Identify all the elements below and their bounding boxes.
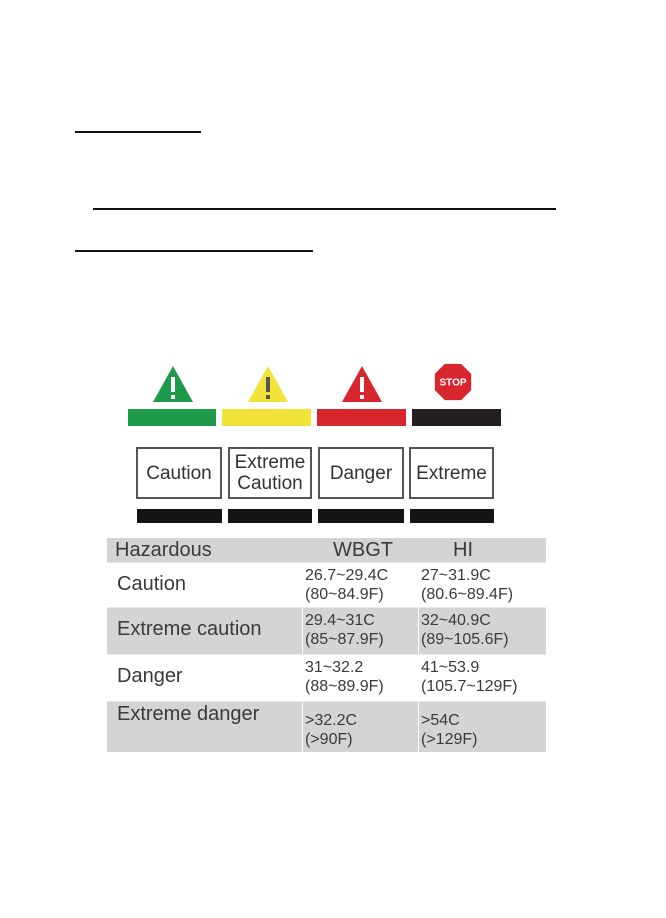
- row-wbgt: 31~32.2 (88~89.9F): [305, 659, 384, 695]
- level-label-danger: Danger: [318, 447, 404, 499]
- blank-underline-2: [93, 208, 556, 210]
- level-label-caution: Caution: [136, 447, 222, 499]
- caution-color-bar: [128, 409, 216, 426]
- table-row: [107, 701, 546, 752]
- stop-sign-icon: [431, 362, 475, 402]
- warning-triangle-green-icon: [151, 364, 195, 404]
- table-row: [107, 607, 546, 654]
- row-hi: 41~53.9 (105.7~129F): [421, 659, 518, 695]
- table-row: [107, 654, 546, 701]
- stop-sign-text: STOP: [439, 377, 467, 389]
- table-header-row: [107, 538, 546, 562]
- level-label-extreme: Extreme: [409, 447, 494, 499]
- blank-underline-3: [75, 250, 313, 252]
- level-label-extreme-caution: Extreme Caution: [228, 447, 312, 499]
- warning-triangle-yellow-icon: [246, 364, 290, 404]
- row-hi: 32~40.9C (89~105.6F): [421, 612, 509, 648]
- row-hi: >54C (>129F): [421, 712, 478, 748]
- table-row: [107, 562, 546, 607]
- danger-color-bar: [317, 409, 406, 426]
- header-hi: HI: [453, 539, 473, 561]
- row-wbgt: 29.4~31C (85~87.9F): [305, 612, 384, 648]
- warning-triangle-red-icon: [340, 364, 384, 404]
- level-underbar-2: [228, 509, 312, 523]
- row-name: Caution: [117, 573, 186, 595]
- header-hazardous: Hazardous: [115, 539, 212, 561]
- row-wbgt: >32.2C (>90F): [305, 712, 358, 748]
- row-name: Extreme caution: [117, 618, 262, 640]
- level-underbar-4: [410, 509, 494, 523]
- row-hi: 27~31.9C (80.6~89.4F): [421, 567, 514, 603]
- row-wbgt: 26.7~29.4C (80~84.9F): [305, 567, 389, 603]
- extreme-caution-color-bar: [222, 409, 311, 426]
- row-name: Danger: [117, 665, 183, 687]
- header-wbgt: WBGT: [333, 539, 393, 561]
- level-underbar-1: [137, 509, 222, 523]
- level-underbar-3: [318, 509, 404, 523]
- extreme-color-bar: [412, 409, 501, 426]
- blank-underline-1: [75, 131, 201, 133]
- row-name: Extreme danger: [117, 703, 260, 725]
- hazard-table: [107, 538, 546, 752]
